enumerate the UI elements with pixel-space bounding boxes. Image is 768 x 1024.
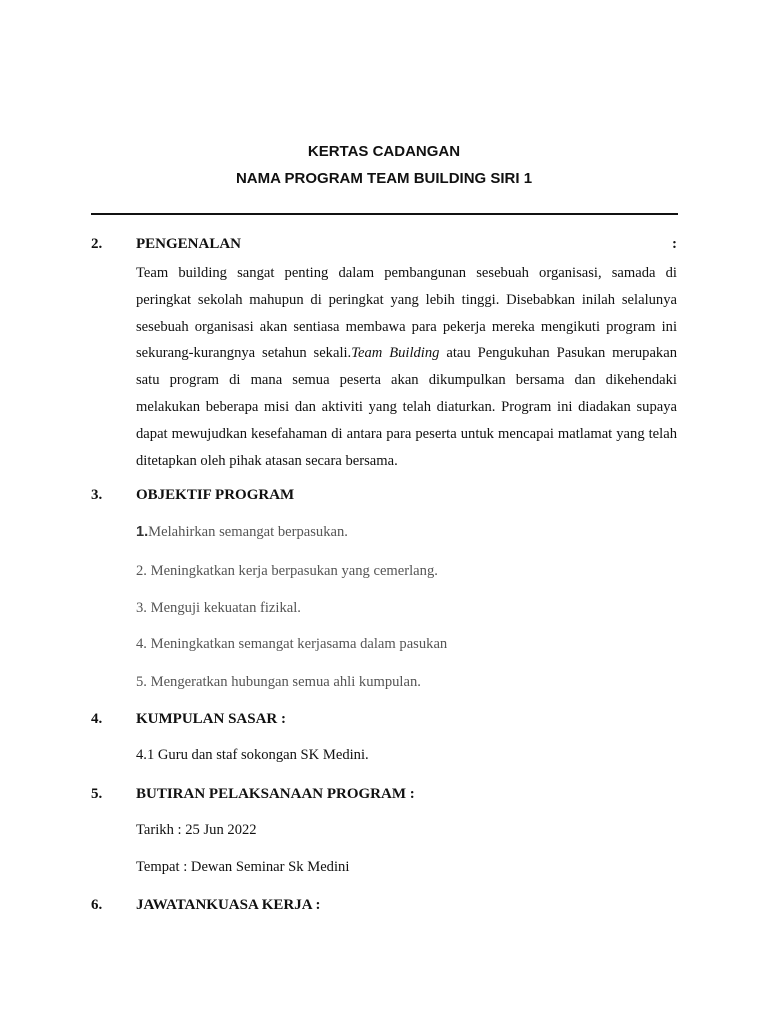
section-4-number: 4. <box>91 711 103 727</box>
section-5-number: 5. <box>91 786 103 802</box>
document-title: KERTAS CADANGAN <box>307 143 461 160</box>
section-3-heading: OBJEKTIF PROGRAM <box>136 487 295 503</box>
program-name-title: NAMA PROGRAM TEAM BUILDING SIRI 1 <box>235 170 533 187</box>
program-date: Tarikh : 25 Jun 2022 <box>136 822 257 838</box>
objective-item-1 <box>136 524 348 541</box>
section-2-heading: PENGENALAN <box>136 236 242 252</box>
section-6-number: 6. <box>91 897 103 913</box>
objective-item-1-text: Melahirkan semangat berpasukan. <box>148 524 348 540</box>
title-divider <box>91 213 678 215</box>
objective-item-4: 4. Meningkatkan semangat kerjasama dalam pasukan <box>136 636 448 652</box>
section-5-heading: BUTIRAN PELAKSANAAN PROGRAM : <box>136 786 415 802</box>
section-2-colon: : <box>672 236 677 252</box>
section-3-number: 3. <box>91 487 103 503</box>
section-2-number: 2. <box>91 236 103 252</box>
paragraph-text-part2: atau Pengukuhan Pasukan merupakan satu program di mana semua peserta akan dikumpulkan bersama dan dikehendaki melakukan beberapa misi dan aktiviti yang telah diaturkan. Program ini diadakan supaya dapat mewujudkan kesefahaman di antara para peserta untuk mencapai matlamat yang telah ditetapkan oleh pihak atasan secara bersama. <box>136 345 677 469</box>
section-4-heading: KUMPULAN SASAR : <box>136 711 286 727</box>
paragraph-italic-term: Team Building <box>351 345 440 362</box>
objective-item-2: 2. Meningkatkan kerja berpasukan yang cemerlang. <box>136 563 438 579</box>
objective-item-5: 5. Mengeratkan hubungan semua ahli kumpulan. <box>136 674 421 690</box>
section-2-paragraph <box>136 260 677 474</box>
objective-item-1-number: 1. <box>136 524 149 540</box>
program-venue: Tempat : Dewan Seminar Sk Medini <box>136 859 350 875</box>
paragraph-text-part1: Team building sangat penting dalam pembangunan sesebuah organisasi, samada di peringkat sekolah mahupun di peringkat yang lebih tinggi. Disebabkan inilah selalunya sesebuah organisasi akan sentiasa membawa para pekerja mereka mengikuti program ini sekurang-kurangnya setahun sekali. <box>136 265 677 362</box>
section-6-heading: JAWATANKUASA KERJA : <box>136 897 321 913</box>
target-group-item-1: 4.1 Guru dan staf sokongan SK Medini. <box>136 747 369 763</box>
objective-item-3: 3. Menguji kekuatan fizikal. <box>136 600 301 616</box>
